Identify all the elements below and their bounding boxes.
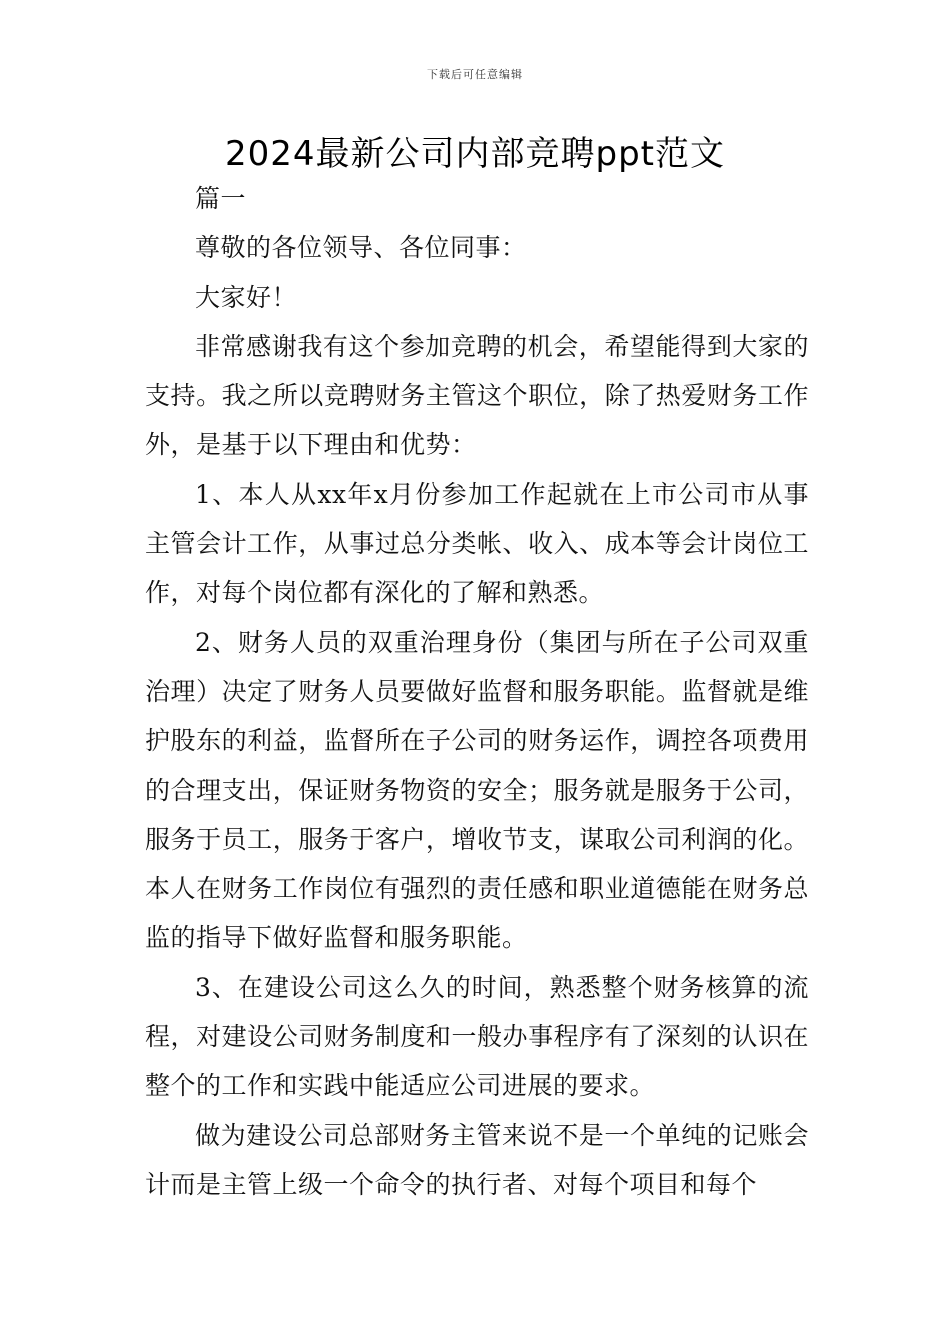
document-body — [145, 174, 809, 1209]
paragraph-greeting: 大家好！ — [195, 282, 298, 312]
paragraph-intro: 非常感谢我有这个参加竞聘的机会，希望能得到大家的支持。我之所以竞聘财务主管这个职位，除了热爱财务工作外，是基于以下理由和优势： — [145, 331, 809, 460]
paragraph-closing: 做为建设公司总部财务主管来说不是一个单纯的记账会计而是主管上级一个命令的执行者、对每个项目和每个 — [145, 1120, 809, 1199]
paragraph-salutation: 尊敬的各位领导、各位同事： — [195, 233, 527, 263]
paragraph-point-2: 2、财务人员的双重治理身份（集团与所在子公司双重治理）决定了财务人员要做好监督和服务职能。监督就是维护股东的利益，监督所在子公司的财务运作，调控各项费用的合理支出，保证财务物资的安全；服务就是服务于公司，服务于员工，服务于客户，增收节支，谋取公司利润的化。本人在财务工作岗位有强烈的责任感和职业道德能在财务总监的指导下做好监督和服务职能。 — [145, 627, 809, 953]
paragraph-point-1: 1、本人从xx年x月份参加工作起就在上市公司市从事主管会计工作，从事过总分类帐、收入、成本等会计岗位工作，对每个岗位都有深化的了解和熟悉。 — [145, 479, 809, 608]
document-title: 2024最新公司内部竞聘ppt范文 — [224, 134, 726, 174]
paragraph-point-3: 3、在建设公司这么久的时间，熟悉整个财务核算的流程，对建设公司财务制度和一般办事程序有了深刻的认识在整个的工作和实践中能适应公司进展的要求。 — [145, 972, 809, 1101]
header-note: 下载后可任意编辑 — [427, 68, 523, 81]
paragraph-section-label: 篇一 — [195, 184, 247, 213]
